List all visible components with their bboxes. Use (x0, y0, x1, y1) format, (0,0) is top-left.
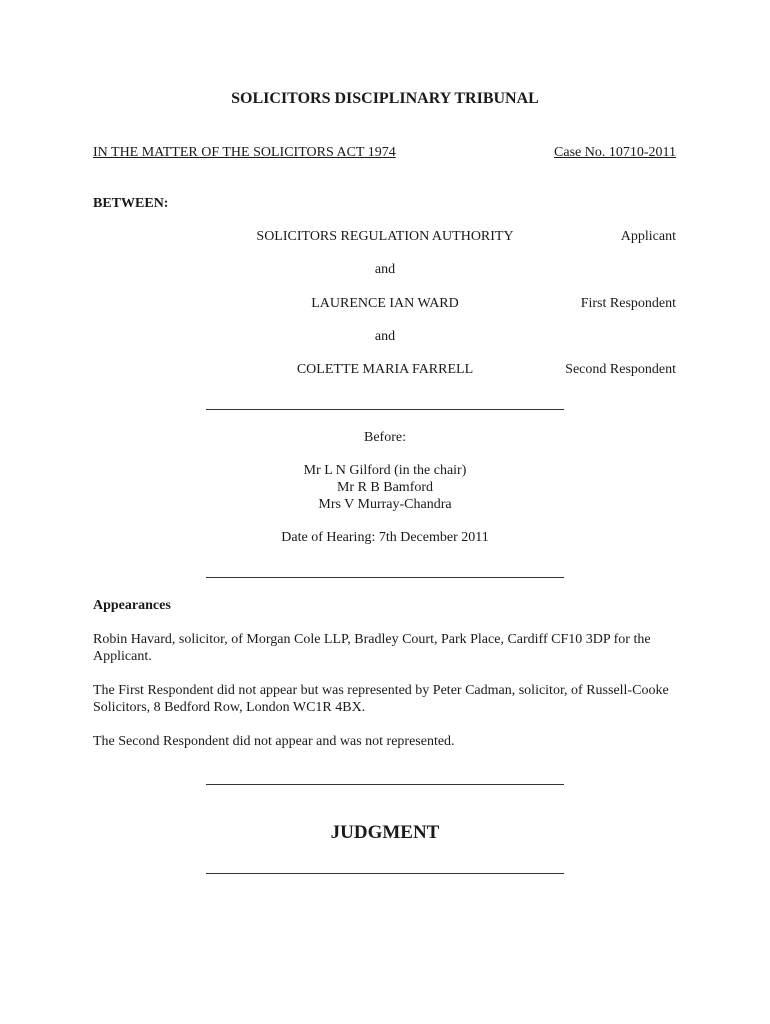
first-respondent-name: LAURENCE IAN WARD (311, 296, 459, 311)
panel-member: Mrs V Murray-Chandra (318, 497, 452, 512)
panel-member-chair: Mr L N Gilford (in the chair) (303, 463, 467, 478)
divider-rule (206, 873, 564, 874)
matter-heading: IN THE MATTER OF THE SOLICITORS ACT 1974 (93, 145, 396, 160)
first-respondent-role: First Respondent (580, 296, 676, 311)
judgment-heading: JUDGMENT (330, 822, 440, 843)
hearing-date: Date of Hearing: 7th December 2011 (281, 530, 489, 545)
divider-rule (206, 784, 564, 785)
conjunction-and-1: and (374, 262, 396, 277)
second-respondent-role: Second Respondent (565, 362, 676, 377)
applicant-name: SOLICITORS REGULATION AUTHORITY (256, 229, 514, 244)
appearance-paragraph: Robin Havard, solicitor, of Morgan Cole LLP, Bradley Court, Park Place, Cardiff CF10 3DP for the Applicant. (93, 632, 651, 664)
panel-member: Mr R B Bamford (336, 480, 434, 495)
second-respondent-name: COLETTE MARIA FARRELL (296, 362, 474, 377)
appearance-paragraph: The First Respondent did not appear but was represented by Peter Cadman, solicitor, of Russell-Cooke Solicitors, 8 Bedford Row, London WC1R 4BX. (93, 683, 669, 715)
case-number: Case No. 10710-2011 (554, 145, 676, 160)
tribunal-title: SOLICITORS DISCIPLINARY TRIBUNAL (231, 90, 539, 107)
divider-rule (206, 409, 564, 410)
between-label: BETWEEN: (93, 196, 169, 211)
applicant-role: Applicant (620, 229, 676, 244)
conjunction-and-2: and (374, 329, 396, 344)
appearance-paragraph: The Second Respondent did not appear and was not represented. (93, 734, 455, 749)
before-label: Before: (364, 430, 406, 445)
divider-rule (206, 577, 564, 578)
appearances-heading: Appearances (93, 598, 171, 613)
